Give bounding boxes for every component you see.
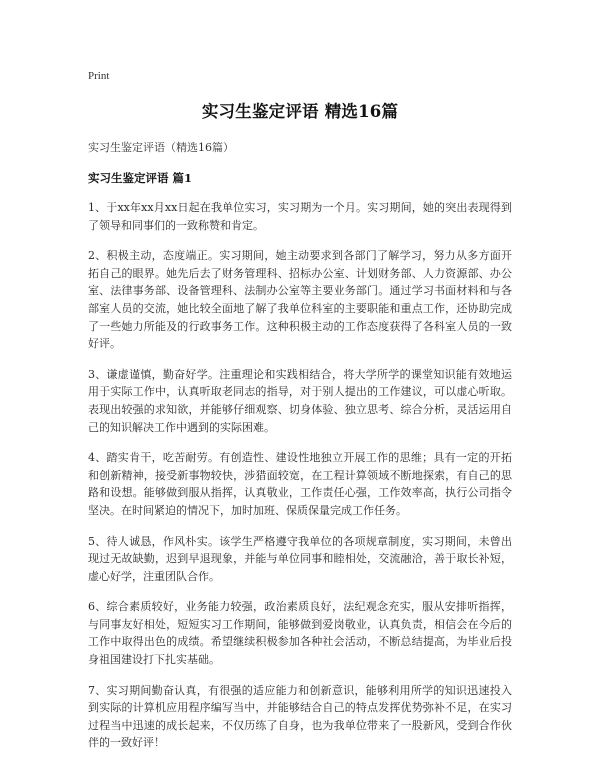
paragraph-1: 1、于xx年xx月xx日起在我单位实习，实习期为一个月。实习期间，她的突出表现得到了领导和同事们的一致称赞和肯定。 <box>88 201 512 232</box>
paragraph-2: 2、积极主动，态度端正。实习期间，她主动要求到各部门了解学习，努力从多方面开拓自己的眼界。她先后去了财务管理科、招标办公室、计划财务部、人力资源部、办公室、法律事务部、设备管理科、法制办公室等主要业务部门。通过学习书面材料和与各部室人员的交流，她比较全面地了解了我单位科室的主要职能和重点工作，还协助完成了一些她力所能及的行政事务工作。这种积极主动的工作态度获得了各科室人员的一致好评。 <box>88 249 512 351</box>
document-page <box>88 70 512 765</box>
print-link[interactable]: Print <box>88 70 110 82</box>
paragraph-7: 7、实习期间勤奋认真，有很强的适应能力和创新意识，能够利用所学的知识迅速投入到实际的计算机应用程序编写当中，并能够结合自己的特点发挥优势弥补不足，在实习过程当中迅速的成长起来，不仅历练了自身，也为我单位带来了一股新风，受到合作伙伴的一致好评！ <box>88 683 512 750</box>
paragraph-6: 6、综合素质较好，业务能力较强，政治素质良好，法纪观念充实，服从安排听指挥，与同事友好相处，短短实习工作期间，能够做到爱岗敬业，认真负责，相信会在今后的工作中取得出色的成绩。希望继续积极参加各种社会活动，不断总结提高，为毕业后投身祖国建设打下扎实基础。 <box>88 600 512 667</box>
document-subtitle: 实习生鉴定评语（精选16篇） <box>88 141 234 154</box>
paragraph-4: 4、踏实肯干，吃苦耐劳。有创造性、建设性地独立开展工作的思维；具有一定的开拓和创新精神，接受新事物较快，涉猎面较宽，在工程计算领域不断地探索，有自己的思路和设想。能够做到服从指挥，认真敬业，工作责任心强，工作效率高，执行公司指令坚决。在时间紧迫的情况下，加时加班、保质保量完成工作任务。 <box>88 451 512 517</box>
page-title: 实习生鉴定评语 精选16篇 <box>201 102 399 121</box>
section-heading: 实习生鉴定评语 篇1 <box>88 171 193 185</box>
paragraph-3: 3、谦虚谨慎，勤奋好学。注重理论和实践相结合，将大学所学的课堂知识能有效地运用于实际工作中，认真听取老同志的指导，对于别人提出的工作建议，可以虚心听取。表现出较强的求知欲，并能够仔细观察、切身体验、独立思考、综合分析，灵活运用自己的知识解决工作中遇到的实际困难。 <box>88 367 512 434</box>
paragraph-5: 5、待人诚恳，作风朴实。该学生严格遵守我单位的各项规章制度，实习期间，未曾出现过无故缺勤，迟到早退现象，并能与单位同事和睦相处，交流融洽，善于取长补短，虚心好学，注重团队合作。 <box>88 534 512 583</box>
